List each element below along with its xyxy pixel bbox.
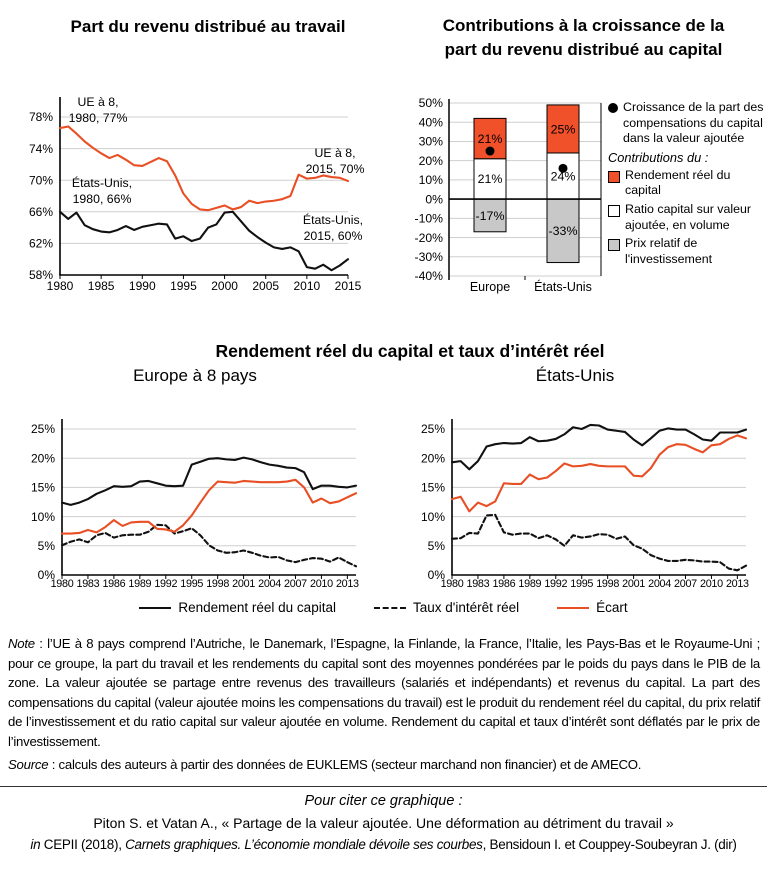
svg-text:15%: 15% — [420, 480, 445, 495]
contributions-legend — [608, 100, 766, 270]
red-line-icon — [557, 607, 589, 609]
svg-text:2004: 2004 — [648, 578, 671, 590]
citation-heading: Pour citer ce graphique : — [304, 793, 463, 809]
annotation-ue-1980: UE à 8, 1980, 77% — [68, 95, 128, 125]
svg-text:24%: 24% — [550, 169, 576, 184]
svg-text:20%: 20% — [420, 451, 445, 466]
svg-text:20%: 20% — [30, 451, 55, 466]
svg-text:1998: 1998 — [596, 578, 620, 590]
returns-legend — [0, 600, 767, 615]
svg-text:-40%: -40% — [414, 269, 443, 284]
svg-text:1992: 1992 — [154, 578, 178, 590]
svg-text:1980: 1980 — [440, 578, 464, 590]
svg-text:25%: 25% — [420, 422, 445, 437]
svg-text:5%: 5% — [37, 539, 55, 553]
svg-text:20%: 20% — [418, 153, 443, 168]
svg-text:10%: 10% — [30, 509, 55, 524]
contributions-bar-chart — [400, 95, 612, 307]
svg-text:1986: 1986 — [102, 578, 126, 590]
svg-text:-33%: -33% — [548, 224, 578, 239]
svg-text:2000: 2000 — [211, 279, 238, 293]
legend-item-rendement: Rendement réel du capital — [608, 168, 766, 199]
svg-text:5%: 5% — [427, 539, 445, 553]
svg-text:15%: 15% — [30, 480, 55, 495]
svg-text:2001: 2001 — [622, 578, 646, 590]
svg-text:1980: 1980 — [46, 279, 74, 293]
svg-text:1983: 1983 — [466, 578, 490, 590]
svg-text:2007: 2007 — [674, 578, 697, 590]
legend-item-ratio: Ratio capital sur valeur ajoutée, en volume — [608, 202, 766, 233]
svg-text:21%: 21% — [477, 172, 503, 187]
svg-text:10%: 10% — [418, 173, 443, 188]
svg-text:1989: 1989 — [518, 578, 542, 590]
black-dot-icon — [608, 103, 618, 113]
contributions-title-line2: part du revenu distribué au capital — [444, 40, 723, 59]
svg-text:1989: 1989 — [128, 578, 152, 590]
gray-square-icon — [608, 239, 620, 251]
svg-text:2004: 2004 — [258, 578, 281, 590]
dashed-line-icon — [374, 607, 406, 609]
returns-title: Rendement réel du capital et taux d’intérêt réel — [215, 341, 605, 361]
svg-text:25%: 25% — [550, 122, 576, 137]
svg-text:Europe: Europe — [469, 280, 511, 294]
svg-text:30%: 30% — [418, 134, 443, 149]
returns-subtitle-us: États-Unis — [535, 366, 615, 385]
svg-text:1998: 1998 — [206, 578, 230, 590]
citation-divider — [0, 786, 767, 787]
legend-item-rendement-line: Rendement réel du capital — [139, 600, 336, 615]
svg-text:50%: 50% — [418, 96, 443, 111]
white-square-icon — [608, 205, 620, 217]
svg-text:1995: 1995 — [570, 578, 594, 590]
annotation-ue-2015: UE à 8, 2015, 70% — [305, 146, 365, 176]
annotation-us-1980: États-Unis, 1980, 66% — [71, 176, 133, 206]
svg-text:62%: 62% — [28, 236, 53, 251]
svg-text:1992: 1992 — [544, 578, 568, 590]
legend-item-growth: Croissance de la part des compensations du capital dans la valeur ajoutée — [608, 100, 766, 147]
svg-text:0%: 0% — [37, 568, 55, 583]
returns-subtitle-europe: Europe à 8 pays — [133, 366, 257, 385]
note-text: Note : l’UE à 8 pays comprend l’Autriche, le Danemark, l’Espagne, la Finlande, la France, l’Italie, les Pays-Bas et le Royaume-Uni ; pour ce groupe, la part du travail et les rendements du capital sont des moyennes pondérées par le poids du pays dans le PIB de la zone. La valeur ajoutée se partage entre revenus des travailleurs (salariés et indépendants) et revenus du capital. La part des compensations du capital (valeur ajoutée moins les compensations du travail) est le produit du rendement réel du capital, du prix relatif de l’investissement et du ratio capital sur valeur ajoutée en volume. Rendement du capital et taux d’intérêt sont déflatés par le prix de l’investissement. — [8, 636, 760, 749]
svg-text:70%: 70% — [28, 173, 53, 188]
svg-text:40%: 40% — [418, 115, 443, 130]
svg-text:2001: 2001 — [232, 578, 256, 590]
svg-text:10%: 10% — [420, 509, 445, 524]
svg-text:74%: 74% — [28, 141, 53, 156]
svg-text:1980: 1980 — [50, 578, 74, 590]
svg-text:1985: 1985 — [87, 279, 115, 293]
svg-text:2010: 2010 — [699, 578, 723, 590]
citation-authors: Piton S. et Vatan A., « Partage de la valeur ajoutée. Une déformation au détriment du travail » — [93, 815, 674, 831]
svg-text:1986: 1986 — [492, 578, 516, 590]
svg-text:2013: 2013 — [335, 578, 359, 590]
citation-book: in CEPII (2018), Carnets graphiques. L’économie mondiale dévoile ses courbes, Bensidoun I. et Couppey-Soubeyran J. (dir) — [30, 837, 737, 852]
svg-text:-10%: -10% — [414, 211, 443, 226]
svg-text:États-Unis: États-Unis — [534, 280, 592, 294]
svg-text:66%: 66% — [28, 205, 53, 219]
svg-text:2007: 2007 — [284, 578, 307, 590]
legend-item-ecart-line: Écart — [557, 600, 628, 615]
svg-text:58%: 58% — [28, 268, 53, 283]
legend-heading: Contributions du : — [608, 149, 709, 165]
svg-text:21%: 21% — [477, 131, 503, 146]
returns-chart-europe — [0, 405, 380, 603]
solid-line-icon — [139, 607, 171, 609]
svg-text:2005: 2005 — [252, 279, 280, 293]
svg-text:-30%: -30% — [414, 249, 443, 264]
red-square-icon — [608, 171, 620, 183]
labor-share-title: Part du revenu distribué au travail — [70, 17, 346, 36]
svg-text:2015: 2015 — [334, 279, 362, 293]
source-text: Source : calculs des auteurs à partir des données de EUKLEMS (secteur marchand non financier) et de AMECO. — [8, 757, 642, 772]
svg-text:1995: 1995 — [180, 578, 204, 590]
svg-text:1983: 1983 — [76, 578, 100, 590]
returns-chart-us — [390, 405, 767, 603]
svg-text:1995: 1995 — [170, 279, 197, 293]
svg-text:1990: 1990 — [128, 279, 156, 293]
svg-text:-17%: -17% — [475, 208, 505, 223]
svg-text:2010: 2010 — [309, 578, 333, 590]
svg-text:2013: 2013 — [725, 578, 749, 590]
legend-item-prix: Prix relatif de l'investissement — [608, 236, 766, 267]
svg-text:2010: 2010 — [293, 279, 321, 293]
svg-text:78%: 78% — [28, 110, 53, 125]
svg-text:0%: 0% — [425, 192, 443, 207]
svg-text:25%: 25% — [30, 422, 55, 437]
svg-text:-20%: -20% — [414, 230, 443, 245]
svg-text:0%: 0% — [427, 568, 445, 583]
contributions-title-line1: Contributions à la croissance de la — [442, 16, 725, 35]
annotation-us-2015: États-Unis, 2015, 60% — [302, 213, 364, 243]
legend-item-taux-line: Taux d'intérêt réel — [374, 600, 519, 615]
